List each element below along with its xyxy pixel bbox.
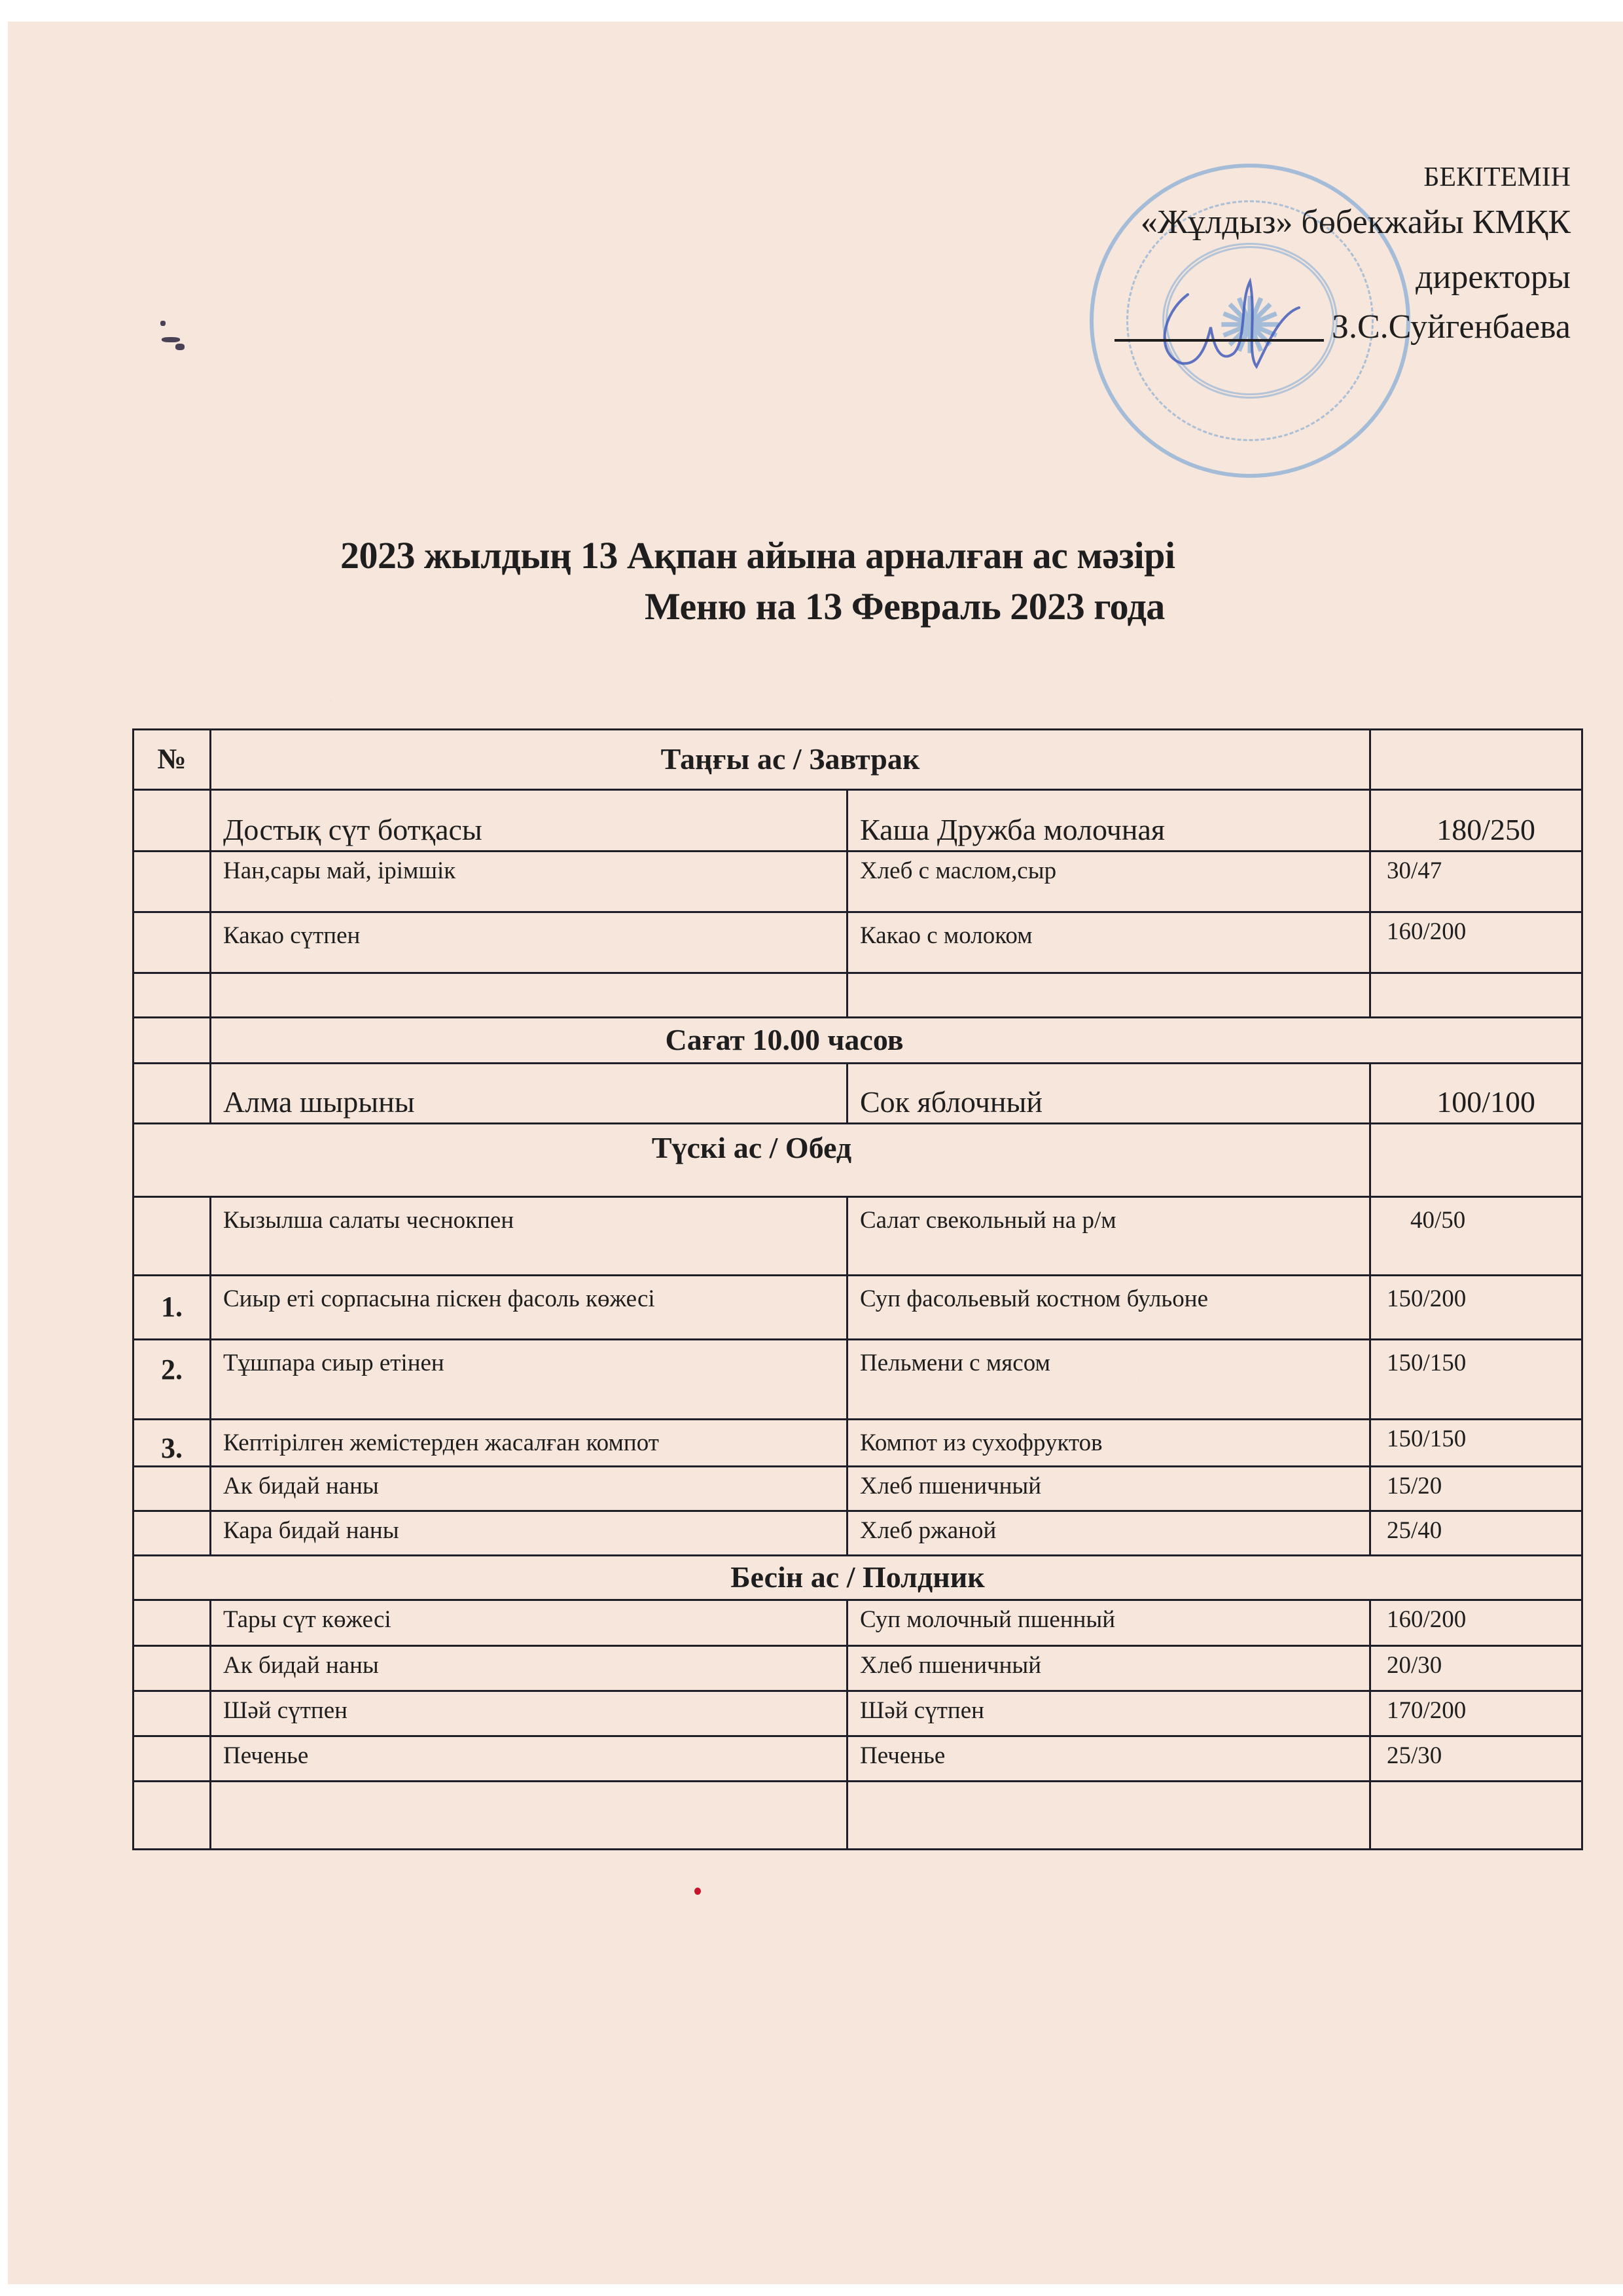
menu-table	[132, 728, 1583, 1850]
row-number	[134, 1197, 211, 1276]
dish-kz: Алма шырыны	[211, 1064, 847, 1124]
dish-kz: Кызылша салаты чеснокпен	[211, 1197, 847, 1276]
dish-kz: Кептірілген жемістерден жасалған компот	[211, 1420, 847, 1467]
number-column-header: №	[134, 730, 211, 790]
dish-kz: Нан,сары май, ірімшік	[211, 852, 847, 912]
signatory-role: директоры	[1416, 259, 1571, 296]
signatory-name: З.С.Суйгенбаева	[1331, 308, 1571, 346]
row-number	[134, 1691, 211, 1736]
row-number	[134, 912, 211, 973]
dish-ru: Сок яблочный	[847, 1064, 1370, 1124]
portion: 160/200	[1370, 1600, 1582, 1646]
portion: 40/50	[1370, 1197, 1582, 1276]
table-row	[134, 852, 1582, 912]
dish-ru: Суп молочный пшенный	[847, 1600, 1370, 1646]
red-ink-dot	[694, 1888, 701, 1895]
number-cell	[134, 1018, 211, 1064]
approval-block	[1115, 164, 1571, 347]
dish-ru: Салат свекольный на р/м	[847, 1197, 1370, 1276]
dish-ru: Хлеб пшеничный	[847, 1467, 1370, 1511]
table-row-empty	[134, 1782, 1582, 1850]
dish-kz: Кара бидай наны	[211, 1511, 847, 1556]
organization-name: «Жұлдыз» бөбекжайы КМҚК	[1140, 204, 1571, 241]
qty-cell	[1370, 730, 1582, 790]
dish-ru: Суп фасольевый костном бульоне	[847, 1276, 1370, 1340]
portion: 150/200	[1370, 1276, 1582, 1340]
dish-ru: Каша Дружба молочная	[847, 790, 1370, 852]
table-row	[134, 1646, 1582, 1691]
row-number	[134, 1064, 211, 1124]
table-row	[134, 1197, 1582, 1276]
qty-cell	[1370, 1124, 1582, 1197]
section-header-snack-10	[134, 1018, 1582, 1064]
section-header-breakfast	[134, 730, 1582, 790]
title-russian: Меню на 13 Февраль 2023 года	[645, 585, 1165, 628]
portion: 30/47	[1370, 852, 1582, 912]
dish-kz: Какао сүтпен	[211, 912, 847, 973]
dish-kz: Печенье	[211, 1736, 847, 1782]
table-row-empty	[134, 973, 1582, 1018]
dish-kz: Сиыр еті сорпасына піскен фасоль көжесі	[211, 1276, 847, 1340]
section-title: Таңғы ас / Завтрак	[211, 730, 1370, 790]
dish-ru: Хлеб с маслом,сыр	[847, 852, 1370, 912]
portion: 25/30	[1370, 1736, 1582, 1782]
signature-line	[1115, 339, 1324, 342]
table-row	[134, 1736, 1582, 1782]
section-title: Түскі ас / Обед	[134, 1124, 1370, 1197]
dish-ru: Пельмени с мясом	[847, 1340, 1370, 1420]
dish-ru	[847, 1782, 1370, 1850]
scan-speck	[175, 344, 185, 350]
table-row	[134, 1467, 1582, 1511]
dish-ru	[847, 973, 1370, 1018]
portion: 150/150	[1370, 1420, 1582, 1467]
portion: 150/150	[1370, 1340, 1582, 1420]
row-number: 3.	[134, 1420, 211, 1467]
dish-ru: Хлеб пшеничный	[847, 1646, 1370, 1691]
row-number: 2.	[134, 1340, 211, 1420]
row-number	[134, 852, 211, 912]
row-number	[134, 1646, 211, 1691]
table-row	[134, 1064, 1582, 1124]
table-row	[134, 1420, 1582, 1467]
approved-label: БЕКІТЕМІН	[1423, 162, 1571, 192]
state-emblem-icon: ✺	[1217, 281, 1283, 372]
dish-ru: Хлеб ржаной	[847, 1511, 1370, 1556]
dish-kz: Шәй сүтпен	[211, 1691, 847, 1736]
title-kazakh: 2023 жылдың 13 Ақпан айына арналған ас мәзірі	[340, 534, 1175, 577]
dish-kz: Тары сүт көжесі	[211, 1600, 847, 1646]
section-title: Бесін ас / Полдник	[134, 1556, 1582, 1600]
row-number	[134, 1511, 211, 1556]
table-row	[134, 1691, 1582, 1736]
row-number: 1.	[134, 1276, 211, 1340]
portion: 180/250	[1370, 790, 1582, 852]
row-number	[134, 973, 211, 1018]
dish-kz: Тұшпара сиыр етінен	[211, 1340, 847, 1420]
scan-speck	[160, 321, 166, 326]
portion	[1370, 973, 1582, 1018]
dish-ru: Шәй сүтпен	[847, 1691, 1370, 1736]
dish-ru: Компот из сухофруктов	[847, 1420, 1370, 1467]
table-row	[134, 1600, 1582, 1646]
row-number	[134, 1600, 211, 1646]
portion: 20/30	[1370, 1646, 1582, 1691]
table-row	[134, 1511, 1582, 1556]
dish-kz: Достық сүт ботқасы	[211, 790, 847, 852]
dish-kz: Ак бидай наны	[211, 1467, 847, 1511]
dish-kz: Ак бидай наны	[211, 1646, 847, 1691]
section-header-lunch	[134, 1124, 1582, 1197]
table-row	[134, 912, 1582, 973]
scan-speck	[162, 337, 180, 342]
portion: 25/40	[1370, 1511, 1582, 1556]
table-row	[134, 1276, 1582, 1340]
row-number	[134, 1736, 211, 1782]
portion: 15/20	[1370, 1467, 1582, 1511]
table-row	[134, 1340, 1582, 1420]
row-number	[134, 1467, 211, 1511]
dish-kz	[211, 973, 847, 1018]
portion: 170/200	[1370, 1691, 1582, 1736]
portion	[1370, 1782, 1582, 1850]
row-number	[134, 790, 211, 852]
row-number	[134, 1782, 211, 1850]
dish-kz	[211, 1782, 847, 1850]
dish-ru: Печенье	[847, 1736, 1370, 1782]
section-header-afternoon-snack	[134, 1556, 1582, 1600]
section-title: Сағат 10.00 часов	[211, 1018, 1582, 1064]
portion: 100/100	[1370, 1064, 1582, 1124]
dish-ru: Какао с молоком	[847, 912, 1370, 973]
table-row	[134, 790, 1582, 852]
portion: 160/200	[1370, 912, 1582, 973]
